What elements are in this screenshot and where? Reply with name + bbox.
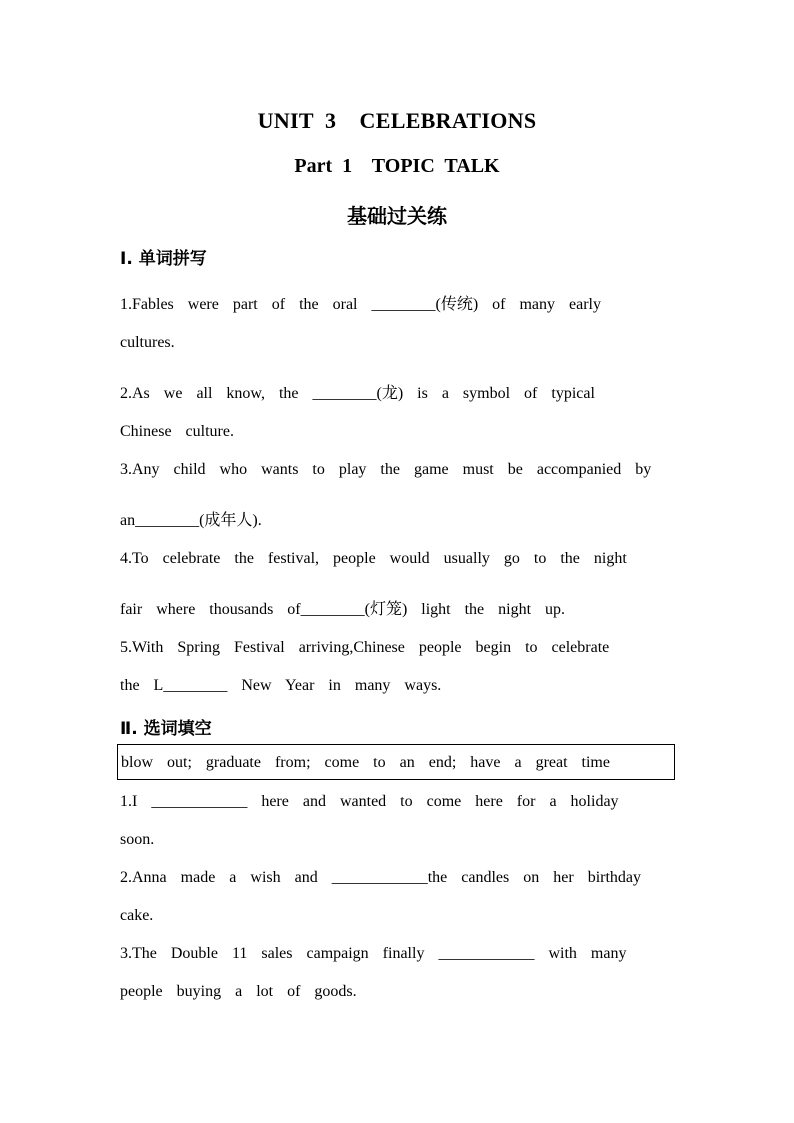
s2-line: people buying a lot of goods. [120,983,357,1000]
word-bank-text: blow out; graduate from; come to an end; have a great time [121,754,610,771]
s1-line: an________(成年人). [120,512,262,529]
part-title: Part 1 TOPIC TALK [294,155,500,177]
section-2-heading: Ⅱ. 选词填空 [120,719,212,739]
s2-line: soon. [120,831,155,848]
word-bank-box [117,744,675,780]
s1-line: 2.As we all know, the ________(龙) is a symbol of typical [120,385,595,402]
unit-title: UNIT 3 CELEBRATIONS [257,108,537,133]
s1-line: 5.With Spring Festival arriving,Chinese people begin to celebrate [120,639,610,656]
s1-line: 4.To celebrate the festival, people would usually go to the night [120,550,627,567]
s1-line: cultures. [120,334,175,351]
s1-line: 1.Fables were part of the oral ________(传统) of many early [120,296,601,313]
s1-line: Chinese culture. [120,423,234,440]
exercise-subtitle: 基础过关练 [347,204,447,228]
s2-line: 1.I ____________ here and wanted to come here for a holiday [120,793,619,810]
s1-line: fair where thousands of________(灯笼) light the night up. [120,601,566,618]
s2-line: cake. [120,907,154,924]
s2-line: 3.The Double 11 sales campaign finally ____________ with many [120,945,627,962]
s2-line: 2.Anna made a wish and ____________the candles on her birthday [120,869,642,886]
section-1-heading: Ⅰ. 单词拼写 [120,249,207,269]
s1-line: the L________ New Year in many ways. [120,677,442,694]
s1-line: 3.Any child who wants to play the game must be accompanied by [120,461,652,478]
